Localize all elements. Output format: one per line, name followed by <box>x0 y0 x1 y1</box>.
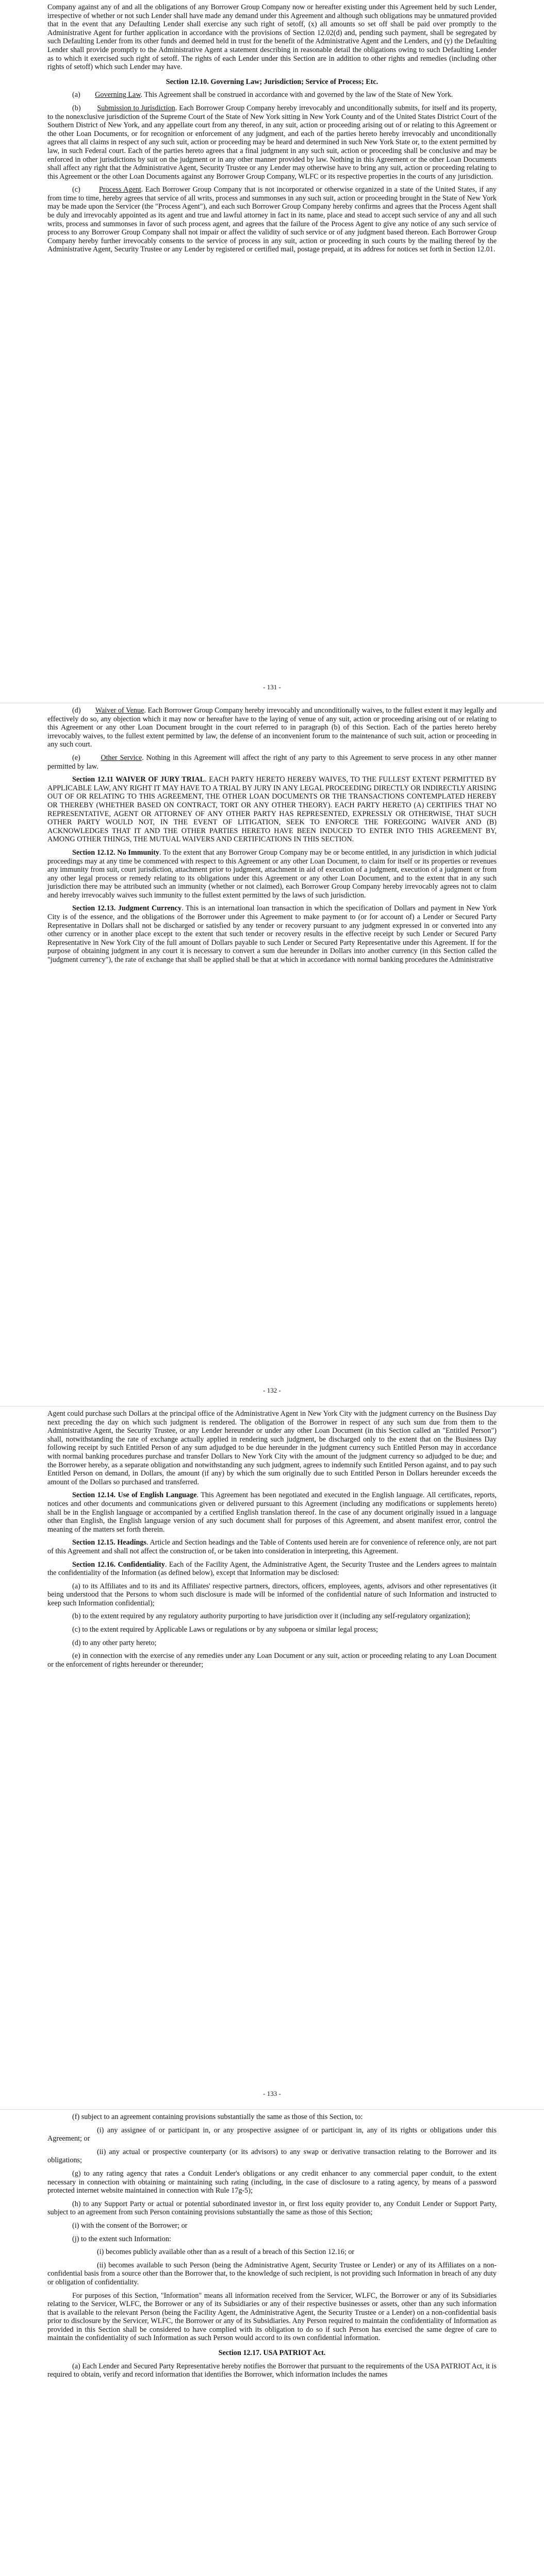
section-title: Section 12.11 WAIVER OF JURY TRIAL <box>72 775 205 784</box>
section-heading-12-10: Section 12.10. Governing Law; Jurisdiction; Service of Process; Etc. <box>166 77 378 86</box>
sub-list-item: (i) becomes publicly available other than as a result of a breach of this Section 12.16; or <box>97 2248 355 2257</box>
section-title: Section 12.13. Judgment Currency <box>72 904 182 913</box>
sub-list-item: (ii) becomes available to such Person (being the Administrative Agent, Security Trustee or Lender) or any of its Affiliates on a non-confidential basis from a source other than the Borrower that, to the knowledge of such recipient, is not providing such Information in breach of any duty or obligation of confidentiality. <box>47 2261 497 2286</box>
clause-label: (a) <box>72 91 80 99</box>
english-language-paragraph <box>47 1491 497 1534</box>
information-definition-paragraph: For purposes of this Section, "Information" means all information received from the Servicer, WLFC, the Borrower or any of its Subsidiaries relating to the Servicer, WLFC, the Borrower or any of its Subsidiaries or any of their respective businesses or assets, other than any such information that is available to the relevant Person (being the Facility Agent, the Administrative Agent, the Security Trustee or a Lender) on a non-confidential basis prior to disclosure by the Servicer, WLFC, the Borrower or any of its Subsidiaries. Any Person required to maintain the confidentiality of Information as provided in this Section shall be considered to have complied with its obligation to do so if such Person has exercised the same degree of care to maintain the confidentiality of such Information as such Person would accord to its own confidential information. <box>47 2291 497 2343</box>
page-number: - 131 - <box>263 683 281 691</box>
clause-text: . Nothing in this Agreement will affect the right of any party to this Agreement to serve process in any other manner permitted by law. <box>47 753 497 771</box>
list-item: (c) to the extent required by Applicable Laws or regulations or by any subpoena or similar legal process; <box>72 1625 378 1634</box>
setoff-paragraph: Company against any of and all the obligations of any Borrower Group Company now or hereafter existing under this Agreement held by such Lender, irrespective of whether or not such Lender shall have made any demand under this Agreement and although such obligations may be unmatured provided that in the event that any Defaulting Lender shall exercise any such right of setoff, (x) all amounts so set off shall be paid over promptly to the Administrative Agent for further application in accordance with the provisions of Section 12.02(d) and, pending such payment, shall be segregated by such Defaulting Lender from its other funds and deemed held in trust for the benefit of the Administrative Agent and the Lenders, and (y) the Defaulting Lender shall provide promptly to the Administrative Agent a statement describing in reasonable detail the obligations owing to such Defaulting Lender as to which it exercised such right of setoff. The rights of each Lender under this Section are in addition to other rights and remedies (including other rights of setoff) which such Lender may have. <box>47 3 497 72</box>
submission-jurisdiction-paragraph <box>47 104 497 181</box>
list-item: (e) in connection with the exercise of any remedies under any Loan Document or any suit, action or proceeding relating to any Loan Document or the enforcement of rights hereunder or thereunder; <box>47 1652 497 1669</box>
list-item: (d) to any other party hereto; <box>72 1638 157 1647</box>
jury-waiver-paragraph <box>47 775 497 844</box>
section-text: . This Agreement has been negotiated and executed in the English language. All certificates, reports, notices and other documents and communications given or delivered pursuant to this Agreement (including any modifications or supplements hereto) shall be in the English language or accompanied by a certified English translation thereof. In the case of any document originally issued in a language other than English, the English language version of any such document shall for purposes of this Agreement, and absent manifest error, control the meaning of the matters set forth therein. <box>47 1491 497 1534</box>
clause-label: (c) <box>72 185 80 194</box>
page-132 <box>0 703 544 1406</box>
section-title: Section 12.12. No Immunity <box>72 848 160 857</box>
sub-list-item: (i) any assignee of or participant in, or any prospective assignee of or participant in, any of its rights or obligations under this Agreement; or <box>47 2126 497 2143</box>
no-immunity-paragraph <box>47 849 497 900</box>
process-agent-paragraph <box>47 185 497 254</box>
list-item: (g) to any rating agency that rates a Conduit Lender's obligations or any credit enhancer to any commercial paper conduit, to the extent necessary in connection with obtaining or maintaining such rating (including, in the case of disclosure to a rating agency, by means of a password protected internet website maintained in connection with Rule 17g-5); <box>47 2169 497 2195</box>
list-item: (i) with the consent of the Borrower; or <box>72 2221 188 2230</box>
section-title: Section 12.14. Use of English Language <box>72 1491 197 1500</box>
page-body <box>47 3 497 254</box>
clause-title: Process Agent <box>99 185 141 194</box>
confidentiality-paragraph <box>47 1561 497 1578</box>
section-text: . Article and Section headings and the Table of Contents used herein are for convenience of reference only, are not part of this Agreement and shall not affect the construction of, or be taken into consideration in interpreting, this Agreement. <box>47 1538 497 1555</box>
clause-text: . Each Borrower Group Company hereby irrevocably and unconditionally submits, for itself and its property, to the nonexclusive jurisdiction of the Supreme Court of the State of New York sitting in New York County and of the United States District Court of the Southern District of New York, and any appellate court from any thereof, in any suit, action or proceeding arising out of or relating to this Agreement or the other Loan Documents, or for recognition or enforcement of any judgment, and each of the parties hereto hereby irrevocably and unconditionally agrees that all claims in respect of any such suit, action or proceeding may be heard and determined in such New York State or, to the extent permitted by law, in such Federal court. Each of the parties hereto agrees that a final judgment in any such suit, action or proceeding shall be conclusive and may be enforced in other jurisdictions by suit on the judgment or in any other manner provided by law. Nothing in this Agreement or the other Loan Documents shall affect any right that the Administrative Agent, Security Trustee or any Lender may otherwise have to bring any suit, action or proceeding relating to this Agreement or the other Loan Documents against any Borrower Group Company, WLFC or its respective properties in the courts of any jurisdiction. <box>47 104 497 181</box>
clause-title: Other Service <box>101 753 142 762</box>
page-body <box>47 1410 497 1669</box>
waiver-of-venue-paragraph <box>47 706 497 749</box>
other-service-paragraph <box>47 754 497 771</box>
section-text: . To the extent that any Borrower Group Company may be or become entitled, in any jurisdiction in which judicial proceedings may at any time be commenced with respect to this Agreement or any other Loan Document, to claim for itself or its properties or revenues any immunity from suit, court jurisdiction, attachment prior to judgment, attachment in aid of execution of a judgment, execution of a judgment or from any other legal process or remedy relating to its obligations under this Agreement or any other Loan Document, and to the extent that in any such jurisdiction there may be attributed such an immunity (whether or not claimed), each Borrower Group Company hereby irrevocably agrees not to claim and hereby irrevocably waives such immunity to the fullest extent permitted by the laws of such jurisdiction. <box>47 848 497 900</box>
page-134 <box>0 2110 544 2576</box>
judgment-currency-paragraph <box>47 904 497 964</box>
headings-paragraph <box>47 1538 497 1555</box>
list-item: (a) to its Affiliates and to its and its Affiliates' respective partners, directors, officers, employees, agents, advisors and other representatives (it being understood that the Persons to whom such disclosure is made will be informed of the confidential nature of such Information and instructed to keep such Information confidential); <box>47 1582 497 1607</box>
clause-text: . Each Borrower Group Company that is not incorporated or otherwise organized in a state of the United States, if any from time to time, hereby agrees that service of all writs, process and summonses in any such suit, action or proceeding brought in the State of New York may be made upon the Servicer (the "Process Agent"), and each such Borrower Group Company hereby confirms and agrees that the Process Agent shall be duly and irrevocably appointed as its agent and true and lawful attorney in fact in its name, place and stead to accept such service of any and all such writs, process and summonses in favor of such process agent, and agrees that the failure of the Process Agent to give any notice of any such service of process to any Borrower Group Company shall not impair or affect the validity of such service or of any judgment based thereon. Each Borrower Group Company hereby further irrevocably consents to the service of process in any suit, action or proceeding in such courts by the mailing thereof by the Administrative Agent, Security Trustee or any Lender by registered or certified mail, postage prepaid, at its address for notices set forth in Section 12.01. <box>47 185 497 254</box>
clause-title: Waiver of Venue <box>95 706 144 715</box>
section-text: . This is an international loan transaction in which the specification of Dollars and payment in New York City is of the essence, and the obligations of the Borrower under this Agreement to make payment to (or for account of) a Lender or Secured Party Representative in Dollars shall not be discharged or satisfied by any tender or recovery pursuant to any judgment expressed in or converted into any other currency or in another place except to the extent that such tender or recovery results in the effective receipt by such Lender or Secured Party Representative in New York City of the full amount of Dollars payable to such Lender or Secured Party Representative under this Agreement. If for the purpose of obtaining judgment in any court it is necessary to convert a sum due hereunder in Dollars into another currency (in this Section called the "judgment currency"), the rate of exchange that shall be applied shall be that at which in accordance with normal banking procedures the Administrative <box>47 904 497 964</box>
page-body <box>47 706 497 964</box>
page-131 <box>0 0 544 703</box>
governing-law-paragraph <box>47 91 497 99</box>
page-number: - 133 - <box>263 2090 281 2097</box>
clause-text: . This Agreement shall be construed in accordance with and governed by the law of the State of New York. <box>140 91 453 99</box>
page-133 <box>0 1406 544 2110</box>
section-title: Section 12.16. Confidentiality <box>72 1560 165 1569</box>
list-item: (f) subject to an agreement containing provisions substantially the same as those of this Section, to: <box>72 2113 363 2121</box>
patriot-act-paragraph: (a) Each Lender and Secured Party Representative hereby notifies the Borrower that pursuant to the requirements of the USA PATRIOT Act, it is required to obtain, verify and record information that identifies the Borrower, which information includes the names <box>47 2362 497 2379</box>
clause-text: . Each Borrower Group Company hereby irrevocably and unconditionally waives, to the fullest extent it may legally and effectively do so, any objection which it may now or hereafter have to the laying of venue of any suit, action or proceeding arising out of or relating to this Agreement or any other Loan Document brought in the court referred to in paragraph (b) of this Section. Each of the parties hereto hereby irrevocably waives, to the fullest extent permitted by law, the defense of an inconvenient forum to the maintenance of such suit, action or proceeding in any such court. <box>47 706 497 749</box>
section-title: Section 12.15. Headings <box>72 1538 146 1547</box>
section-text: . EACH PARTY HERETO HEREBY WAIVES, TO THE FULLEST EXTENT PERMITTED BY APPLICABLE LAW, ANY RIGHT IT MAY HAVE TO A TRIAL BY JURY IN ANY LEGAL PROCEEDING DIRECTLY OR INDIRECTLY ARISING OUT OF OR RELATING TO THIS AGREEMENT, THE OTHER LOAN DOCUMENTS OR THE TRANSACTIONS CONTEMPLATED HEREBY OR THEREBY (WHETHER BASED ON CONTRACT, TORT OR ANY OTHER THEORY). EACH PARTY HERETO (A) CERTIFIES THAT NO REPRESENTATIVE, AGENT OR ATTORNEY OF ANY OTHER PARTY HAS REPRESENTED, EXPRESSLY OR OTHERWISE, THAT SUCH OTHER PARTY WOULD NOT, IN THE EVENT OF LITIGATION, SEEK TO ENFORCE THE FOREGOING WAIVER AND (B) ACKNOWLEDGES THAT IT AND THE OTHER PARTIES HERETO HAVE BEEN INDUCED TO ENTER INTO THIS AGREEMENT BY, AMONG OTHER THINGS, THE MUTUAL WAIVERS AND CERTIFICATIONS IN THIS SECTION. <box>47 775 497 844</box>
section-text: . Each of the Facility Agent, the Administrative Agent, the Security Trustee and the Lenders agrees to maintain the confidentiality of the Information (as defined below), except that Information may be disclosed: <box>47 1560 497 1578</box>
page-number: - 132 - <box>263 1386 281 1394</box>
sub-list-item: (ii) any actual or prospective counterparty (or its advisors) to any swap or derivative transaction relating to the Borrower and its obligations; <box>47 2147 497 2165</box>
clause-title: Governing Law <box>95 91 141 99</box>
judgment-currency-continued: Agent could purchase such Dollars at the principal office of the Administrative Agent in New York City with the judgment currency on the Business Day next preceding the day on which such judgment is rendered. The obligation of the Borrower in respect of any such sum due from them to the Administrative Agent, the Security Trustee, or any Lender hereunder or under any other Loan Document (in this Section called an "Entitled Person") shall, notwithstanding the rate of exchange actually applied in rendering such judgment, be discharged only to the extent that on the Business Day following receipt by such Entitled Person of any sum adjudged to be due hereunder in the judgment currency such Entitled Person may in accordance with normal banking procedures purchase and transfer Dollars to New York City with the amount of the judgment currency so adjudged to be due; and the Borrower hereby, as a separate obligation and notwithstanding any such judgment, agrees to indemnify such Entitled Person against, and to pay such Entitled Person on demand, in Dollars, the amount (if any) by which the sum originally due to such Entitled Person in Dollars hereunder exceeds the amount of the Dollars so purchased and transferred. <box>47 1410 497 1486</box>
list-item: (h) to any Support Party or actual or potential subordinated investor in, or first loss equity provider to, any Conduit Lender or Support Party, subject to an agreement from such Person containing provisions substantially the same as those of this Section; <box>47 2199 497 2217</box>
clause-title: Submission to Jurisdiction <box>97 104 175 112</box>
list-item: (b) to the extent required by any regulatory authority purporting to have jurisdiction over it (including any self-regulatory organization); <box>72 1612 470 1621</box>
page-body <box>47 2113 497 2379</box>
list-item: (j) to the extent such Information: <box>72 2234 171 2243</box>
clause-label: (e) <box>72 753 80 762</box>
clause-label: (d) <box>72 706 81 715</box>
clause-label: (b) <box>72 104 81 112</box>
section-heading-12-17: Section 12.17. USA PATRIOT Act. <box>218 2349 326 2358</box>
